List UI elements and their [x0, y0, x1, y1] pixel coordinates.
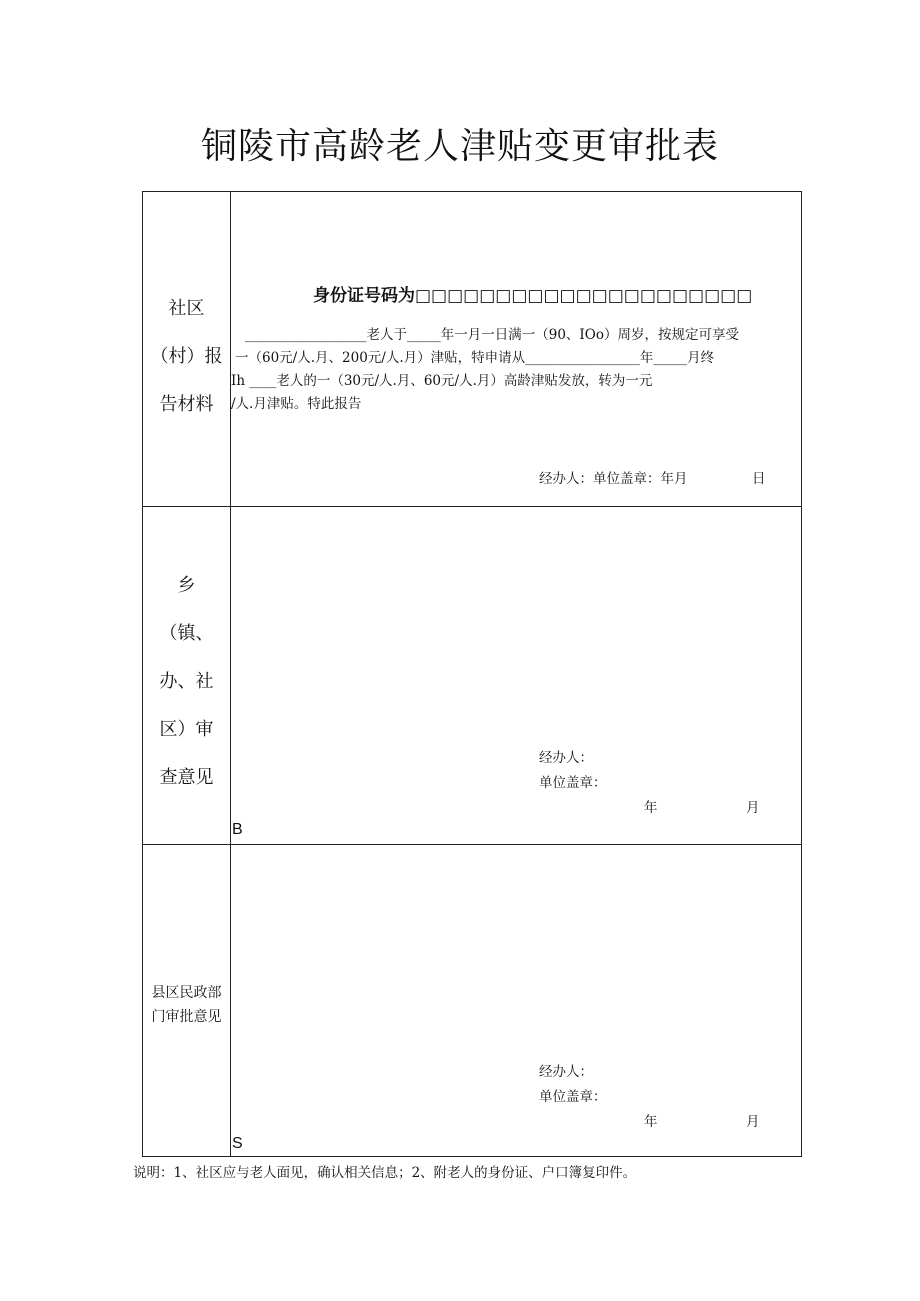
section2-year: 年 — [644, 800, 658, 816]
sign-line: 经办人：单位盖章：年月 — [539, 471, 688, 487]
section3-handler: 经办人： — [539, 1064, 593, 1080]
section3-seal: 单位盖章： — [539, 1089, 607, 1105]
section1-label-line: 告材料 — [159, 394, 214, 415]
footnote: 说明：1、社区应与老人面见，确认相关信息；2、附老人的身份证、户口簿复印件。 — [133, 1165, 637, 1181]
section1-label-line: 社区 — [168, 298, 205, 319]
section3-month: 月 — [746, 1114, 760, 1130]
section1-label-line: （村）报 — [150, 346, 223, 367]
section2-label — [143, 562, 230, 802]
report-body — [231, 324, 739, 416]
approval-table — [142, 191, 802, 1157]
section2-label-line: 乡 — [177, 575, 196, 596]
section2-label-line: 区）审 — [159, 719, 214, 740]
section2-label-line: 办、社 — [159, 671, 214, 692]
sign-day: 日 — [752, 471, 766, 487]
section2-label-line: （镇、 — [159, 623, 214, 644]
row-divider-1 — [143, 506, 801, 507]
section3-label-line: 门审批意见 — [151, 1009, 222, 1025]
section2-label-line: 查意见 — [159, 767, 214, 788]
section3-mark: S — [232, 1135, 243, 1152]
section1-label — [143, 285, 230, 429]
page-title: 铜陵市高龄老人津贴变更审批表 — [200, 126, 719, 167]
row-divider-2 — [143, 844, 801, 845]
report-line-3: Ih ____老人的一（30元/人.月、60元/人.月）高龄津贴发放，转为一元 — [231, 373, 653, 389]
id-number-line: 身份证号码为□□□□□□□□□□□□□□□□□□□□□ — [313, 286, 753, 306]
report-line-2: 一（60元/人.月、200元/人.月）津贴，特申请从_________________年_____月终 — [235, 350, 715, 366]
report-line-1: __________________老人于_____年一月一日满一（90、IOo）周岁，按规定可享受 — [245, 327, 739, 343]
section3-label — [143, 981, 230, 1029]
section3-label-line: 县区民政部 — [151, 985, 222, 1001]
section3-year: 年 — [644, 1114, 658, 1130]
section2-handler: 经办人： — [539, 750, 593, 766]
section2-seal: 单位盖章： — [539, 775, 607, 791]
section2-mark: B — [232, 821, 243, 838]
report-line-4: /人.月津贴。特此报告 — [231, 396, 362, 412]
section2-month: 月 — [746, 800, 760, 816]
